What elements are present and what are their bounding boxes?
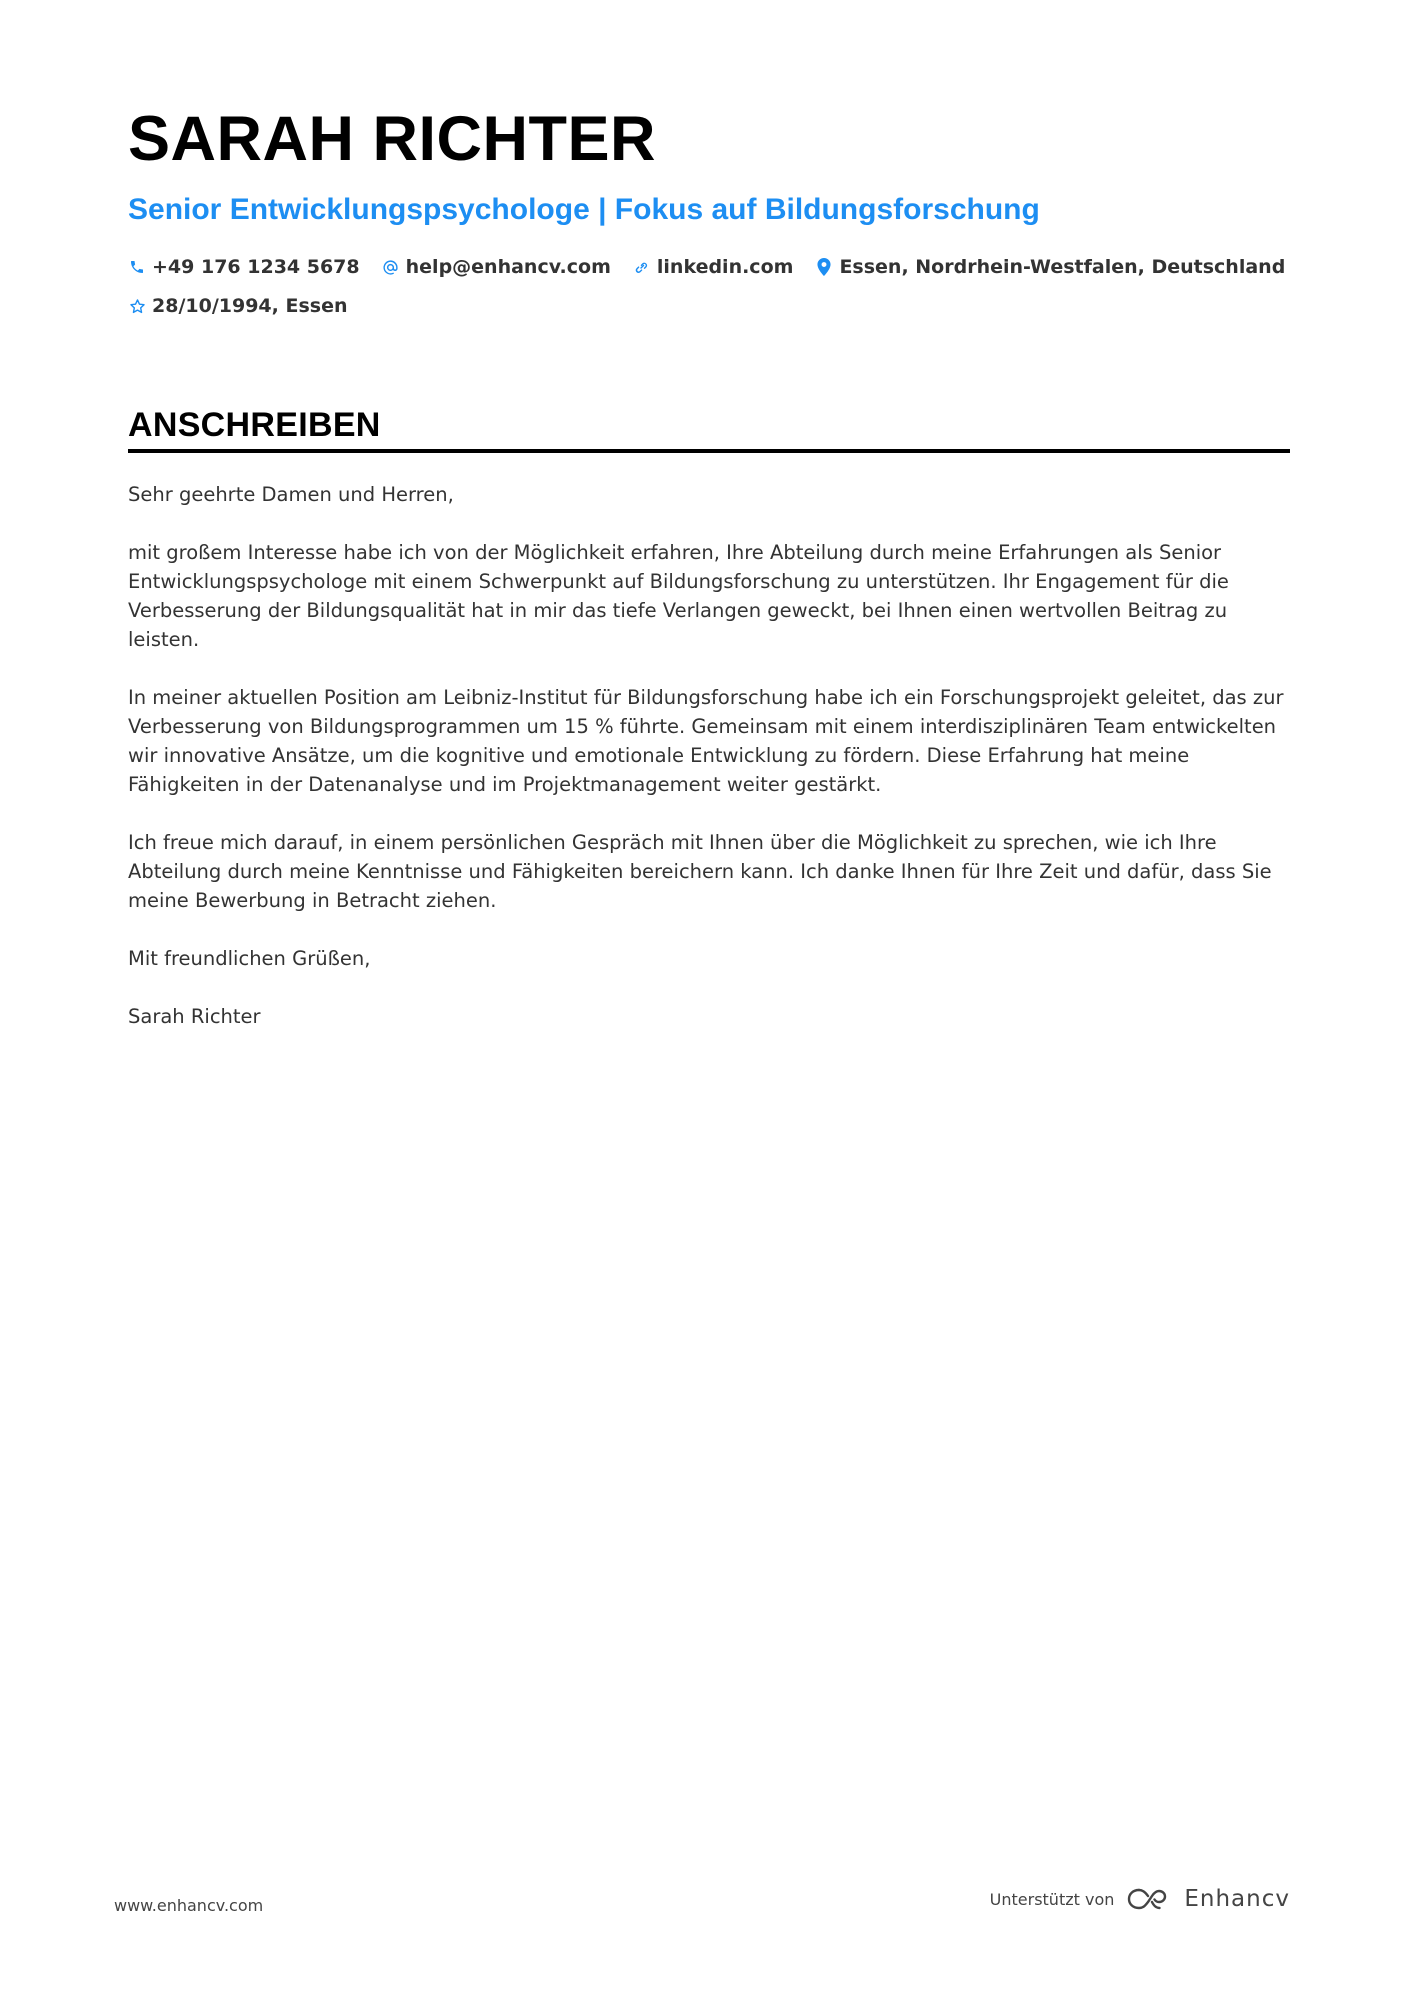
contact-linkedin-text: linkedin.com xyxy=(656,256,794,278)
letter-closing: Mit freundlichen Grüßen, xyxy=(128,947,371,970)
enhancv-logo-icon xyxy=(1126,1886,1172,1912)
section-divider xyxy=(128,449,1290,453)
contact-info xyxy=(128,253,1290,331)
star-icon xyxy=(128,297,146,315)
letter-salutation: Sehr geehrte Damen und Herren, xyxy=(128,483,454,506)
footer-powered-by[interactable] xyxy=(990,1886,1290,1912)
candidate-name: SARAH RICHTER xyxy=(128,104,657,174)
contact-row-1 xyxy=(128,253,1290,281)
powered-by-label: Unterstützt von xyxy=(989,1889,1115,1909)
letter-paragraph: mit großem Interesse habe ich von der Möglichkeit erfahren, Ihre Abteilung durch meine Erfahrungen als Senior Entwicklungspsychologe mit einem Schwerpunkt auf Bildungsforschung zu unterstützen. Ihr Engagement für die Verbesserung der Bildungsqualität hat in mir das tiefe Verlangen geweckt, bei Ihnen einen wertvollen Beitrag zu leisten. xyxy=(128,541,1229,651)
link-icon xyxy=(633,258,651,276)
contact-location-text: Essen, Nordrhein-Westfalen, Deutschland xyxy=(839,256,1286,278)
footer-website-link[interactable]: www.enhancv.com xyxy=(114,1896,264,1915)
contact-location xyxy=(815,256,1285,278)
contact-phone-text: +49 176 1234 5678 xyxy=(152,256,360,278)
cover-letter-body xyxy=(128,480,1290,1060)
location-pin-icon xyxy=(815,258,833,276)
candidate-headline: Senior Entwicklungspsychologe | Fokus auf Bildungsforschung xyxy=(128,193,1040,226)
contact-birth xyxy=(128,295,347,317)
contact-phone xyxy=(128,256,360,278)
contact-birth-text: 28/10/1994, Essen xyxy=(152,295,348,317)
letter-paragraph: In meiner aktuellen Position am Leibniz-Institut für Bildungsforschung habe ich ein Forschungsprojekt geleitet, das zur Verbesserung von Bildungsprogrammen um 15 % führte. Gemeinsam mit einem interdisziplinären Team entwickelten wir innovative Ansätze, um die kognitive und emotionale Entwicklung zu fördern. Diese Erfahrung hat meine Fähigkeiten in der Datenanalyse und im Projektmanagement weiter gestärkt. xyxy=(128,686,1284,796)
at-icon xyxy=(382,258,400,276)
letter-paragraph: Ich freue mich darauf, in einem persönlichen Gespräch mit Ihnen über die Möglichkeit zu sprechen, wie ich Ihre Abteilung durch meine Kenntnisse und Fähigkeiten bereichern kann. Ich danke Ihnen für Ihre Zeit und dafür, dass Sie meine Bewerbung in Betracht ziehen. xyxy=(128,831,1272,912)
contact-email[interactable] xyxy=(382,256,611,278)
phone-icon xyxy=(128,258,146,276)
contact-row-2 xyxy=(128,292,1290,320)
contact-email-text: help@enhancv.com xyxy=(405,256,611,278)
section-title: ANSCHREIBEN xyxy=(128,406,381,444)
letter-signature: Sarah Richter xyxy=(128,1005,261,1028)
contact-linkedin[interactable] xyxy=(633,256,794,278)
brand-name: Enhancv xyxy=(1184,1886,1290,1912)
